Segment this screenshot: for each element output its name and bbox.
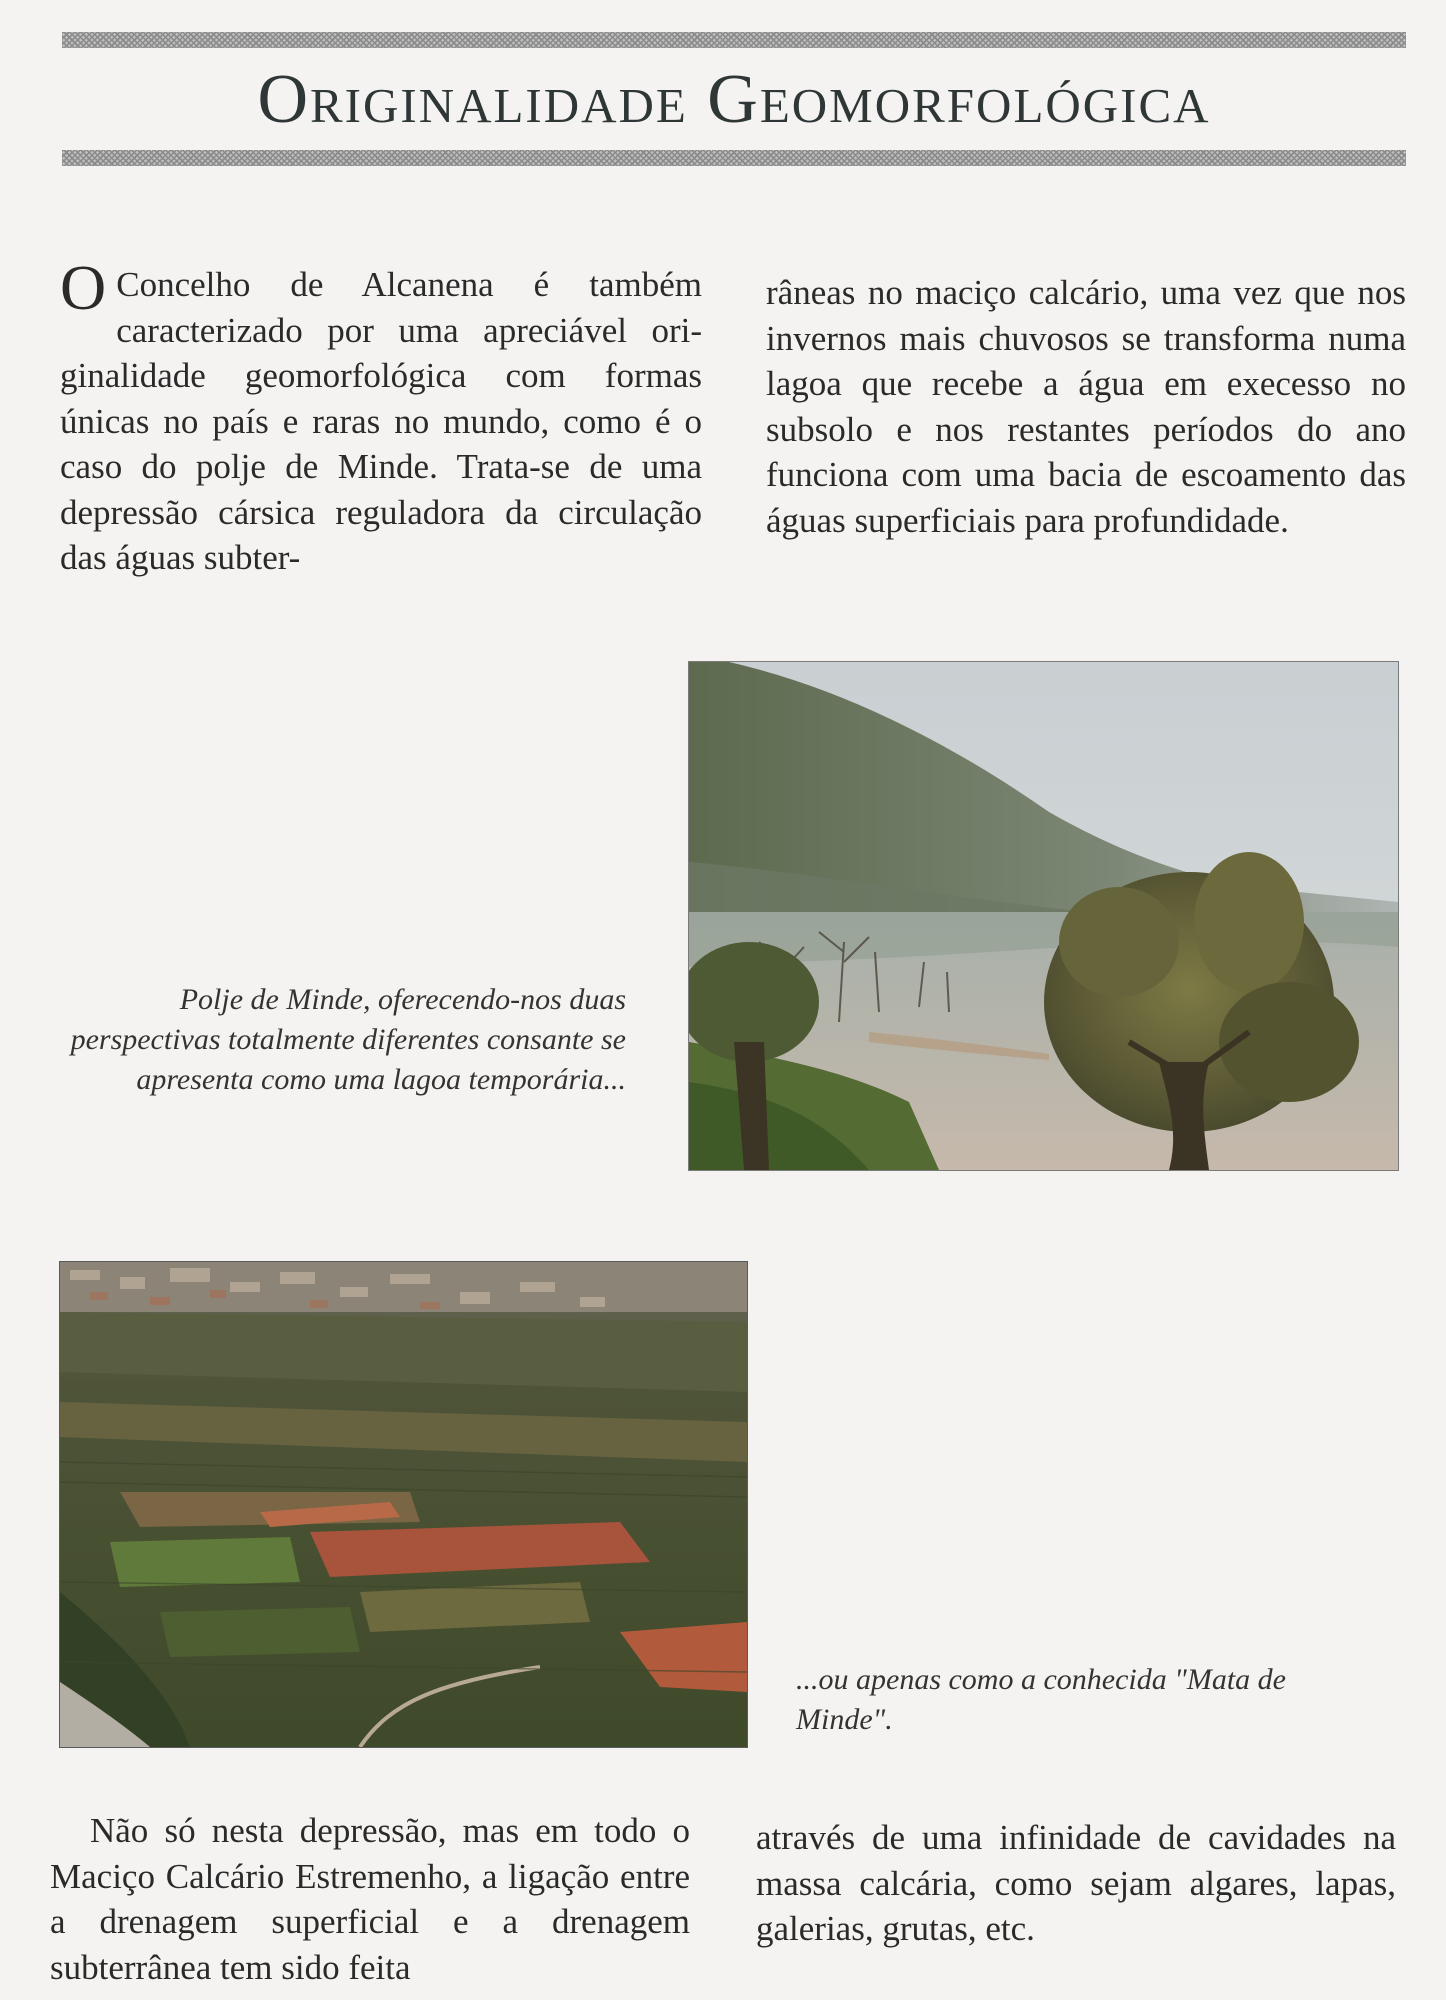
aerial-valley-fields-photo: [60, 1262, 747, 1747]
decorative-band-top: [62, 32, 1406, 48]
flooded-polje-lake-photo: [689, 662, 1398, 1170]
valley-photo-caption: ...ou apenas como a conhecida "Mata de Minde".: [796, 1663, 1286, 1736]
drop-cap: O: [60, 252, 107, 323]
lake-photo-illustration: [689, 662, 1398, 1170]
intro-paragraph-right: râneas no maciço calcário, uma vez que nos invernos mais chuvosos se transforma numa lagoa que recebe a água em execesso no subsolo e nos restantes períodos do ano funciona com uma bacia de escoamento das águas superficiais para profundidade.: [766, 273, 1406, 540]
valley-photo-illustration: [60, 1262, 747, 1747]
bottom-paragraph-left: Não só nesta depressão, mas em todo o Maciço Calcário Estremenho, a ligação entre a drenagem superficial e a drenagem subterrânea tem sido feita: [50, 1811, 690, 1987]
lake-photo-caption: Polje de Minde, oferecendo-nos duas perspectivas totalmente diferentes consante se apresenta como uma lagoa temporária...: [70, 983, 626, 1096]
intro-left-text: Concelho de Alcanena é também caracterizado por uma apreciável originalidade geomorfológica com formas únicas no país e raras no mundo, como é o caso do polje de Minde. Trata-se de uma depressão cársica reguladora da circulação das águas subter-: [60, 265, 702, 577]
page-title: Originalidade Geomorfológica: [257, 61, 1211, 138]
bottom-paragraph-right: através de uma infinidade de cavidades na massa calcária, como sejam algares, lapas, galerias, grutas, etc.: [756, 1818, 1396, 1948]
decorative-band-bottom: [62, 150, 1406, 166]
intro-paragraph-left: [60, 252, 702, 581]
